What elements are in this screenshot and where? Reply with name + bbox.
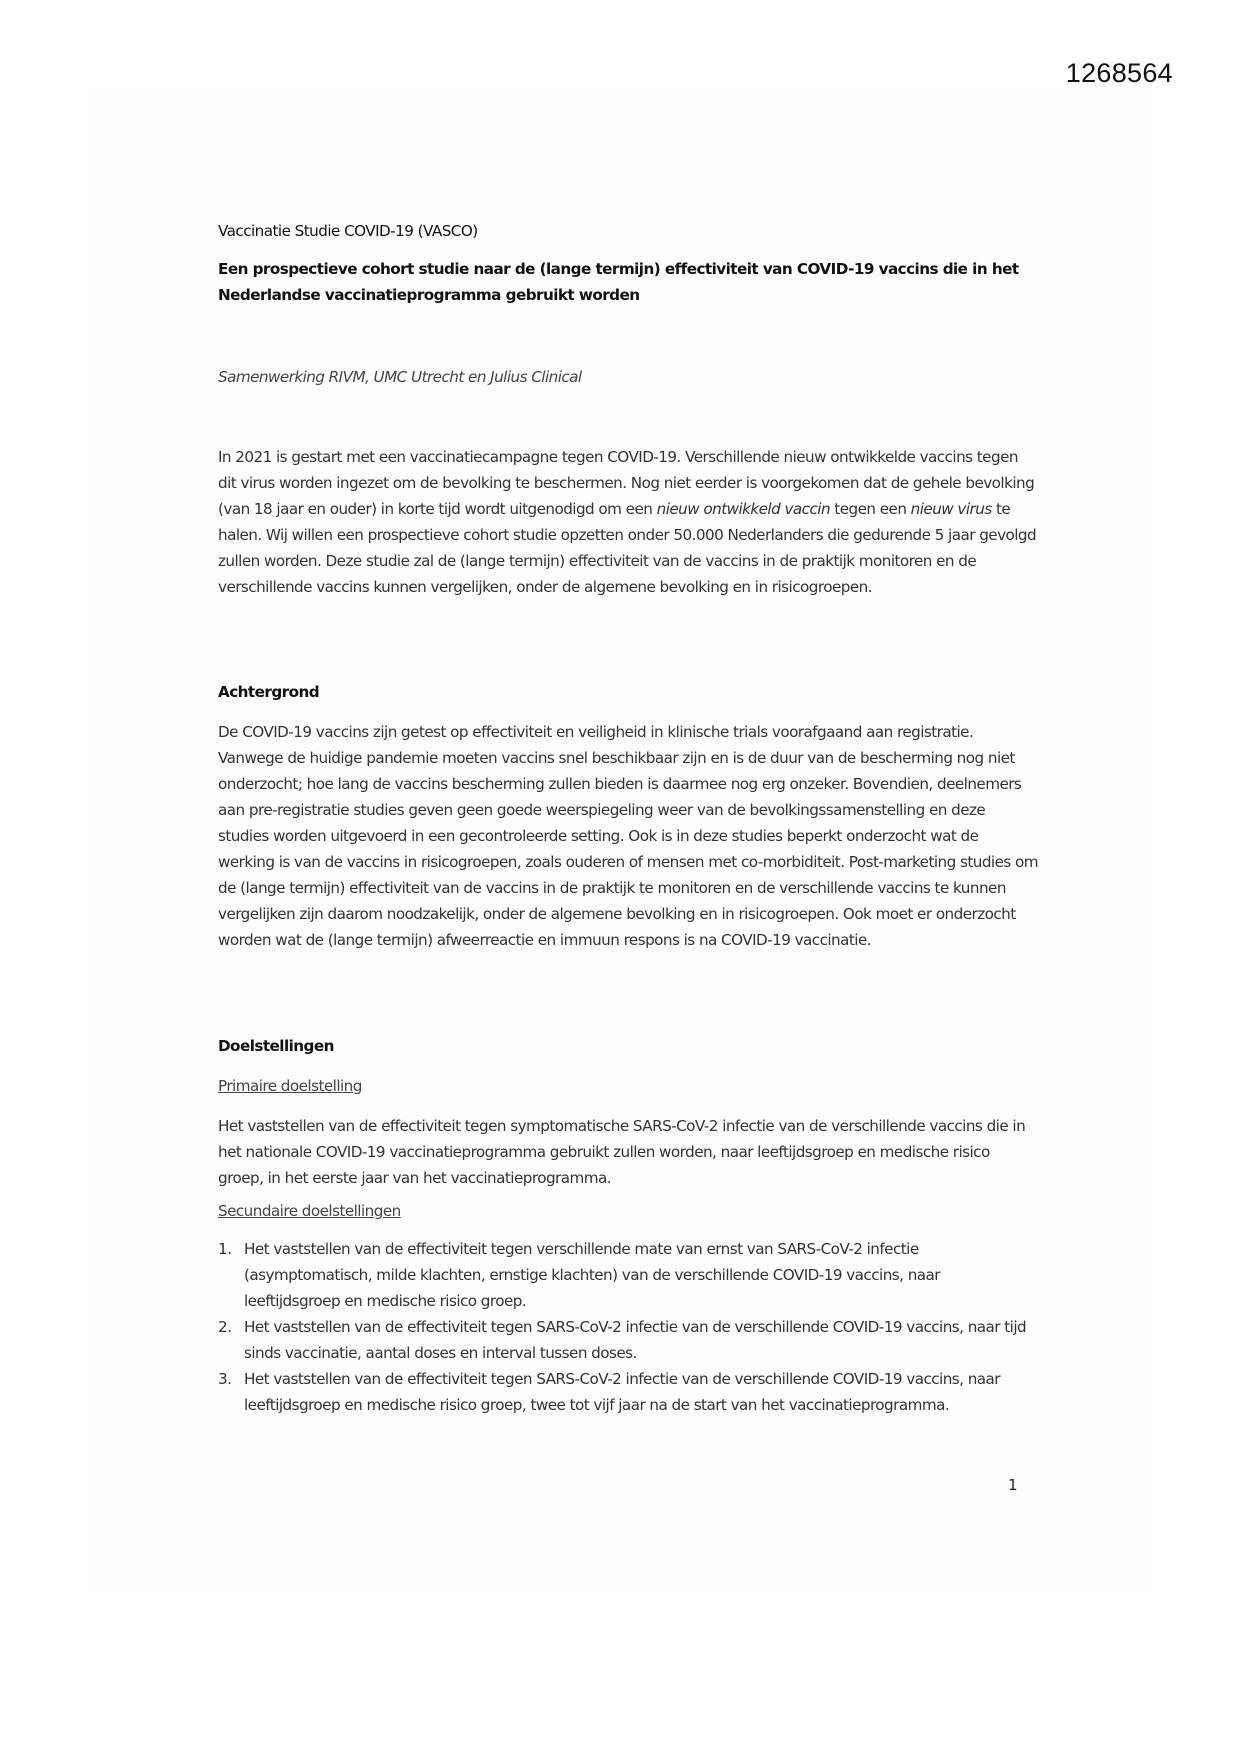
primary-objective-text: Het vaststellen van de effectiviteit tegen symptomatische SARS-CoV-2 infectie van de verschillende vaccins die in het nationale COVID-19 vaccinatieprogramma gebruikt zullen worden, naar leeftijdsgroep en medische risico groep, in het eerste jaar van het vaccinatieprogramma. [218,1117,1026,1187]
intro-paragraph [218,444,1038,600]
list-item [218,1314,1038,1366]
list-number: 1. [218,1240,232,1258]
list-number: 2. [218,1318,232,1336]
objectives-heading: Doelstellingen [218,1037,334,1055]
list-item-text: Het vaststellen van de effectiviteit tegen SARS-CoV-2 infectie van de verschillende COVID-19 vaccins, naar tijd sinds vaccinatie, aantal doses en interval tussen doses. [244,1318,1027,1362]
collaboration-line: Samenwerking RIVM, UMC Utrecht en Julius Clinical [218,368,582,386]
intro-italic-1: nieuw ontwikkeld vaccin [656,500,831,518]
list-item [218,1236,1038,1314]
intro-italic-2: nieuw virus [910,500,992,518]
list-item [218,1366,1038,1418]
list-number: 3. [218,1370,232,1388]
list-item-text: Het vaststellen van de effectiviteit tegen verschillende mate van ernst van SARS-CoV-2 infectie (asymptomatisch, milde klachten, ernstige klachten) van de verschillende COVID-19 vaccins, naar leeftijdsgroep en medische risico groep. [244,1240,940,1310]
intro-text-1: In 2021 is gestart met een vaccinatiecampagne tegen COVID-19. Verschillende nieuw ontwikkelde vaccins tegen dit virus worden ingezet om de bevolking te beschermen. Nog niet eerder is voorgekomen dat de gehele bevolking (van 18 jaar en ouder) in korte tijd wordt uitgenodigd om een [218,448,1035,518]
primary-objective-heading: Primaire doelstelling [218,1077,362,1095]
background-paragraph: De COVID-19 vaccins zijn getest op effectiviteit en veiligheid in klinische trials voorafgaand aan registratie. Vanwege de huidige pandemie moeten vaccins snel beschikbaar zijn en is de duur van de bescherming nog niet onderzocht; hoe lang de vaccins bescherming zullen bieden is daarmee nog erg onzeker. Bovendien, deelnemers aan pre-registratie studies geven geen goede weerspiegeling weer van de bevolkingssamenstelling en deze studies worden uitgevoerd in een gecontroleerde setting. Ook is in deze studies beperkt onderzocht wat de werking is van de vaccins in risicogroepen, zoals ouderen of mensen met co-morbiditeit. Post-marketing studies om de (lange termijn) effectiviteit van de vaccins in de praktijk te monitoren en de verschillende vaccins te kunnen vergelijken zijn daarom noodzakelijk, onder de algemene bevolking en in risicogroepen. Ook moet er onderzocht worden wat de (lange termijn) afweerreactie en immuun respons is na COVID-19 vaccinatie. [218,723,1039,949]
secondary-objectives-heading: Secundaire doelstellingen [218,1202,401,1220]
background-heading: Achtergrond [218,683,320,701]
study-subtitle: Een prospectieve cohort studie naar de (lange termijn) effectiviteit van COVID-19 vaccins die in het Nederlandse vaccinatieprogramma gebruikt worden [218,260,1019,304]
intro-text-2: tegen een [830,500,911,518]
study-title: Vaccinatie Studie COVID-19 (VASCO) [218,222,478,240]
document-id: 1268564 [1065,58,1173,88]
intro-text-3: te halen. Wij willen een prospectieve cohort studie opzetten onder 50.000 Nederlanders die gedurende 5 jaar gevolgd zullen worden. Deze studie zal de (lange termijn) effectiviteit van de vaccins in de praktijk monitoren en de verschillende vaccins kunnen vergelijken, onder de algemene bevolking en in risicogroepen. [218,500,1037,596]
list-item-text: Het vaststellen van de effectiviteit tegen SARS-CoV-2 infectie van de verschillende COVID-19 vaccins, naar leeftijdsgroep en medische risico groep, twee tot vijf jaar na de start van het vaccinatieprogramma. [244,1370,1000,1414]
page-number: 1 [1008,1476,1018,1494]
secondary-objectives-list [218,1236,1038,1418]
